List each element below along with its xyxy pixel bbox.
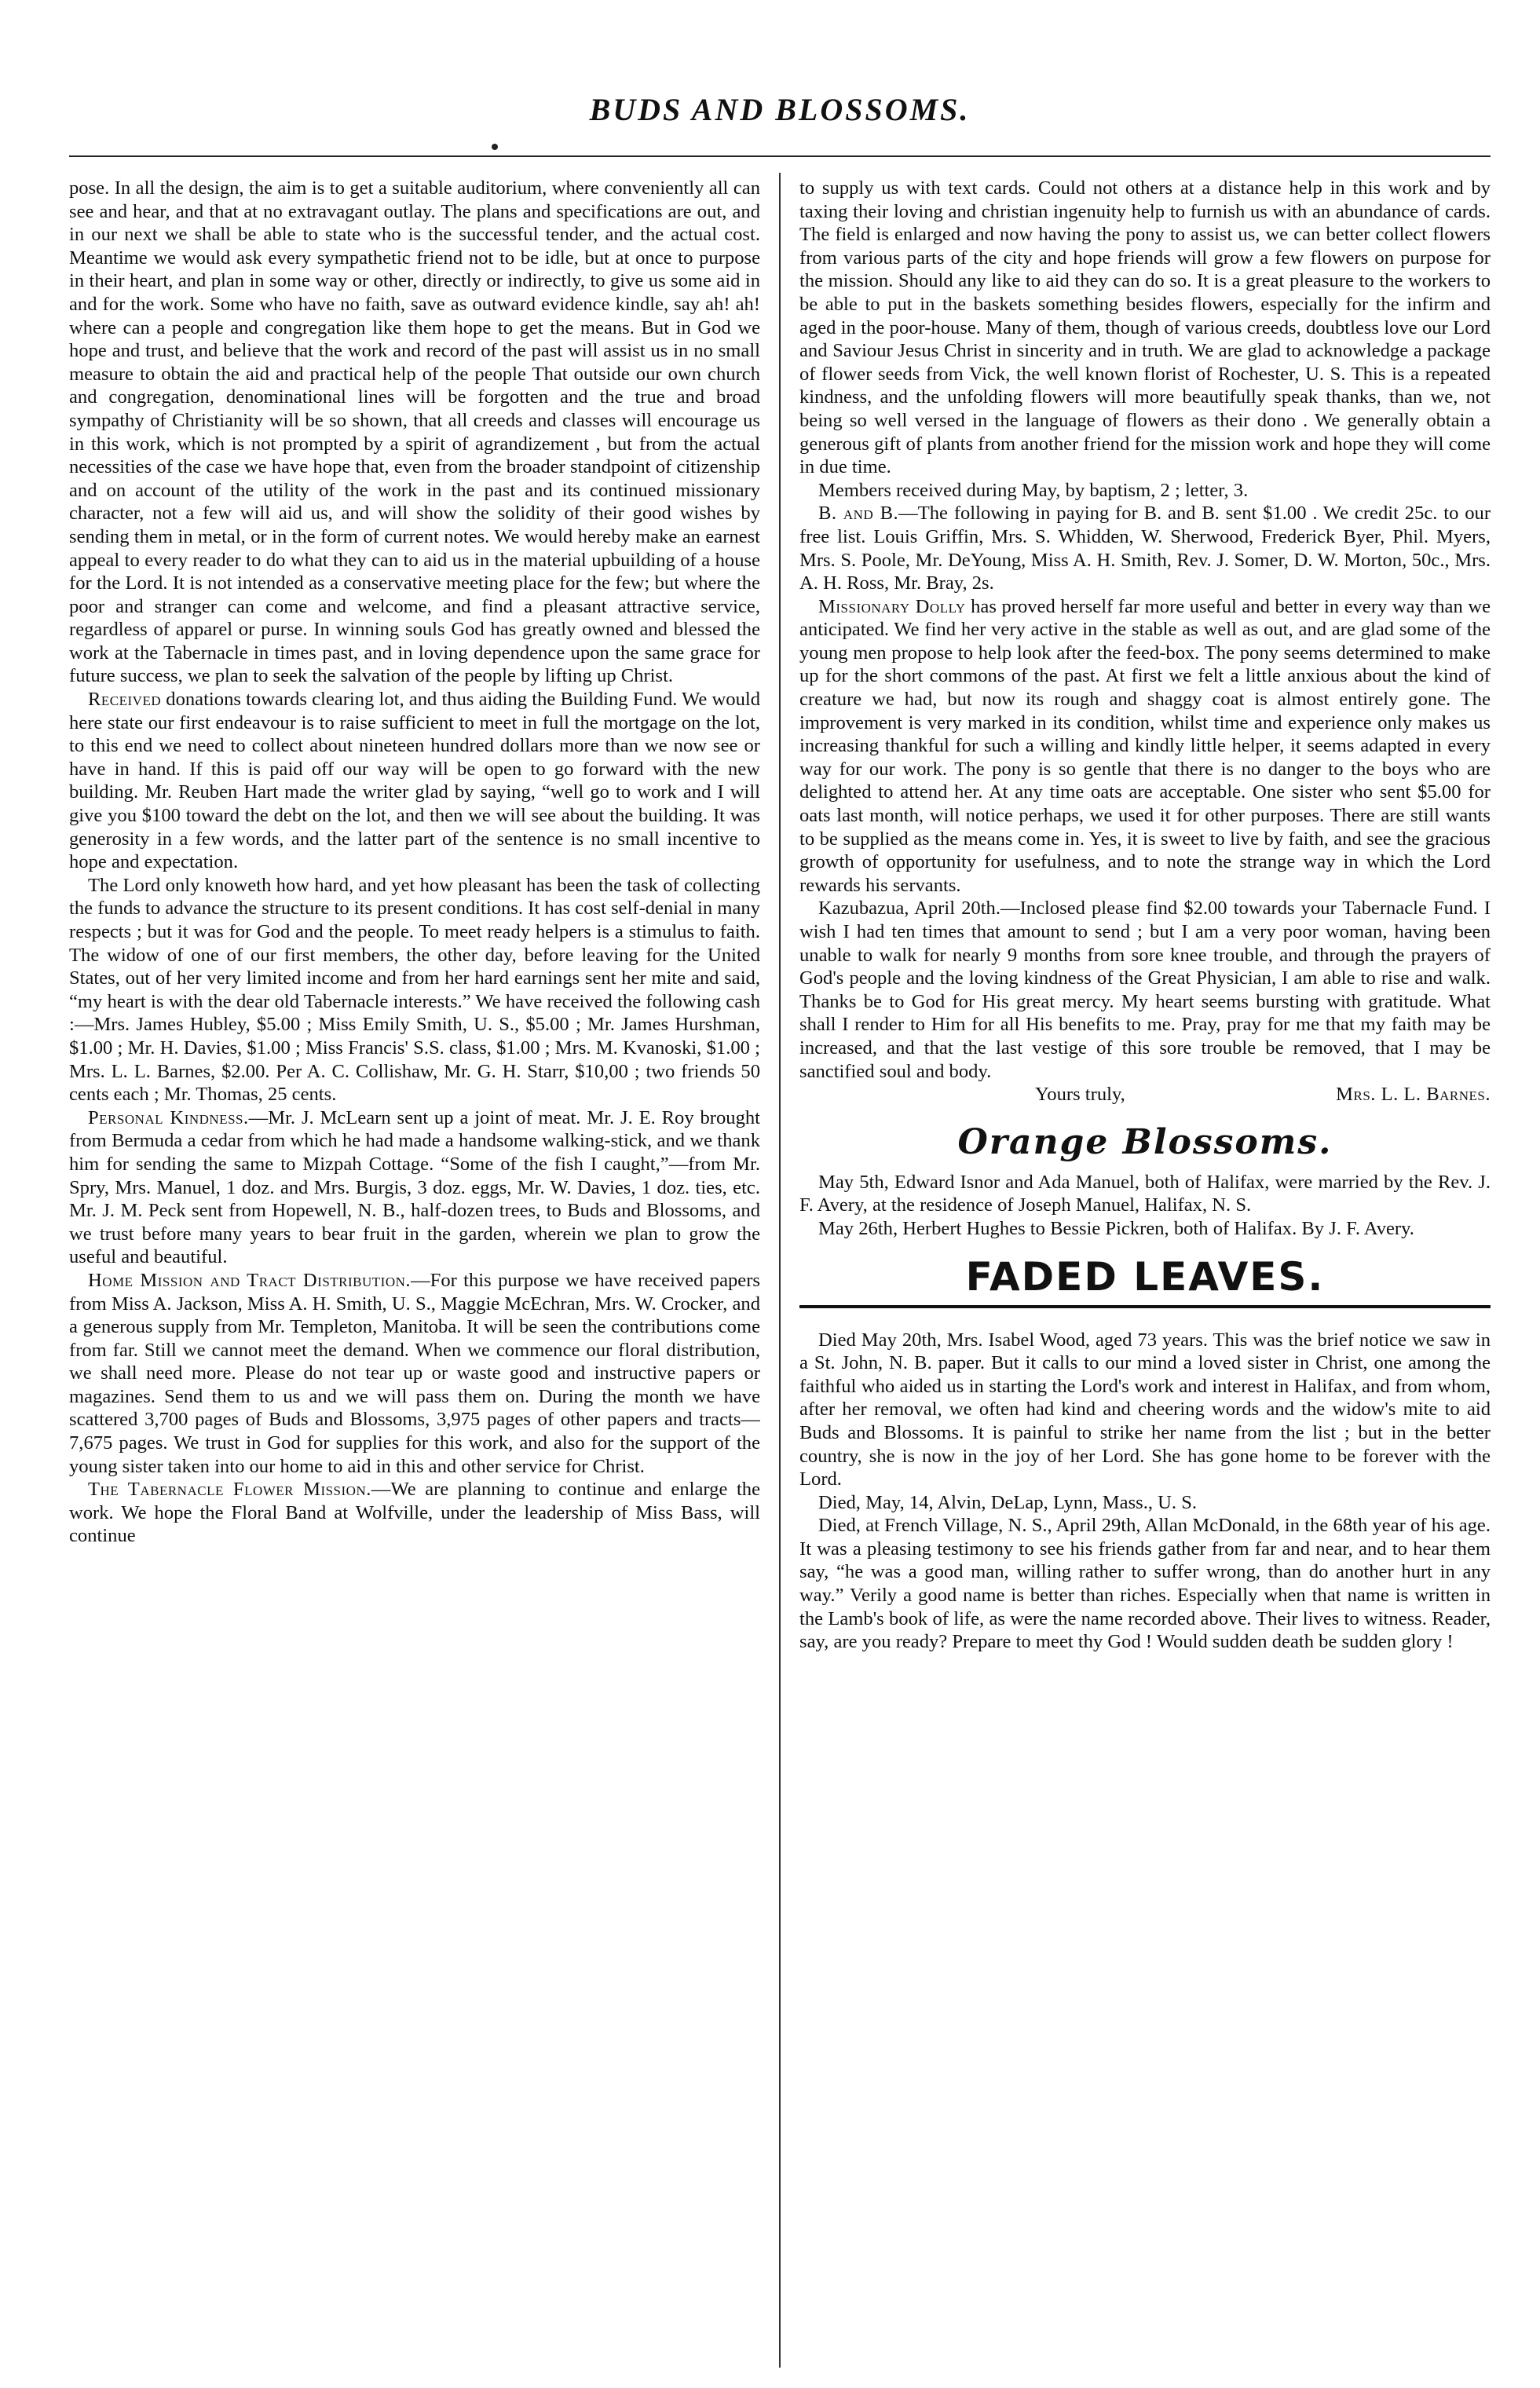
letter-closing: Yours truly, xyxy=(1035,1084,1125,1106)
left-column xyxy=(69,177,760,2368)
paragraph-body: donations towards clearing lot, and thus aiding the Building Fund. We would here state our first endeavour is to raise sufficient to meet in full the mortgage on the lot, to this end we need to collect about nineteen hundred dollars more than we now see or have in hand. If this is paid off our way will be open to go forward with the new building. Mr. Reuben Hart made the writer glad by saying, “well go to work and I will give you $100 toward the debt on the lot, and then we will see about the building. It was generosity in a few words, and the latter part of the sentence is no small incentive to hope and expectation. xyxy=(69,689,760,873)
article-paragraph: Members received during May, by baptism, 2 ; letter, 3. xyxy=(818,479,1249,501)
paragraph-body: has proved herself far more useful and better in every way than we anticipated. We find her very active in the stable as well as out, and are glad some of the young men propose to help look after the feed-box. The pony seems determined to make up for the short commons of the past. At first we felt a little anxious about the kind of creature we had, but now its rough and shaggy coat is almost entirely gone. The improvement is very marked in its condition, whilst time and experience only makes us increasing thankful for such a willing and kindly little helper, it seems adapted in every way for our work. The pony is so gentle that there is no danger to the boys who are delighted to attend her. At any time oats are acceptable. One sister who sent $5.00 for oats last month, will notice perhaps, we used it for other purposes. There are still wants to be supplied as the means come in. Yes, it is sweet to live by faith, and see the gracious growth of opportunity for usefulness, and to note the strange way in which the Lord rewards his servants. xyxy=(799,595,1491,896)
header-rule xyxy=(69,155,1491,157)
letter-signature-line xyxy=(799,1083,1491,1106)
article-paragraph xyxy=(69,688,760,874)
column-divider xyxy=(779,173,781,2368)
header-ornament-dot xyxy=(492,144,498,150)
article-paragraph: pose. In all the design, the aim is to get a suitable auditorium, where conveniently all can see and hear, and that at no extravagant outlay. The plans and specifications are out, and in our next we shall be able to state who is the successful tender, and the actual cost. Meantime we would ask every sympathetic friend not to be idle, but at once to purpose in their heart, and plan in some way or other, directly or indirectly, to give us some aid in and for the work. Some who have no faith, save as outward evidence kindle, say ah! ah! where can a people and congregation like them hope to get the means. But in God we hope and trust, and believe that the work and record of the past will assist us in no small measure to obtain the aid and practical help of the people That outside our own church and congregation, denominational lines will be forgotten and the true and broad sympathy of Christianity will be so shown, that all creeds and classes will encourage us in this work, which is not prompted by a spirit of agrandizement , but from the actual necessities of the case we have hope that, even from the broader standpoint of citizenship and on account of the utility of the work in the past and its continued missionary character, not a few will aid us, and will show the solidity of their good wishes by sending them in metal, or in the form of current notes. We would hereby make an earnest appeal to every reader to do what they can to aid us in the material upbuilding of a house for the Lord. It is not intended as a conservative meeting place for the few; but where the poor and stranger can come and welcome, and find a pleasant attractive service, regardless of apparel or purse. In winning souls God has greatly owned and blessed the work at the Tabernacle in times past, and in loving dependence upon the same grace for future success, we plan to seek the salvation of the people by lifting up Christ. xyxy=(69,177,760,687)
right-column xyxy=(799,177,1491,2368)
article-paragraph: to supply us with text cards. Could not others at a distance help in this work and by taxing their loving and christian ingenuity help to furnish us with an abundance of cards. The field is enlarged and now having the pony to assist us, we can better collect flowers from various parts of the city and hope friends will grow a few flowers on purpose for the mission. Should any like to aid they can do so. It is a great pleasure to the workers to be able to put in the baskets something besides flowers, especially for the infirm and aged in the poor-house. Many of them, though of various creeds, doubtless love our Lord and Saviour Jesus Christ in sincerity and in truth. We are glad to acknowledge a package of flower seeds from Vick, the well known florist of Rochester, U. S. This is a repeated kindness, and the unfolding flowers will more beautifully speak thanks, than we, not being so well versed in the language of flowers as their dono . We generally obtain a generous gift of plants from another friend for the mission work and hope they will come in due time. xyxy=(799,177,1491,478)
paragraph-lead: Home Mission and Tract Distribution. xyxy=(88,1269,412,1291)
obituary-notice: Died May 20th, Mrs. Isabel Wood, aged 73 years. This was the brief notice we saw in a St. John, N. B. paper. But it calls to our mind a loved sister in Christ, one among the faithful who aided us in starting the Lord's work and interest in Halifax, and from whom, after her removal, we often had kind and cheering words and the widow's mite to aid Buds and Blossoms. It is painful to strike her name from the list ; but in the better country, she is now in the joy of her Lord. She has gone home to be forever with the Lord. xyxy=(799,1329,1491,1490)
marriage-notice: May 26th, Herbert Hughes to Bessie Pickren, both of Halifax. By J. F. Avery. xyxy=(818,1217,1414,1239)
paragraph-body: —Mr. J. McLearn sent up a joint of meat. Mr. J. E. Roy brought from Bermuda a cedar from which he had made a handsome walking-stick, and we thank him for sending the same to Mizpah Cottage. “Some of the fish I caught,”—from Mr. Spry, Mrs. Manuel, 1 doz. and Mrs. Burgis, 3 doz. eggs, Mr. W. Davies, 1 doz. ties, etc. Mr. J. M. Peck sent from Hopewell, N. B., half-dozen trees, to Buds and Blossoms, and we trust before many years to bear fruit in the garden, wherein we plan to grow the useful and beautiful. xyxy=(69,1106,760,1268)
obituary-notice: Died, at French Village, N. S., April 29th, Allan McDonald, in the 68th year of his age. It was a pleasing testimony to see his friends gather from far and near, and to hear them say, “he was a good man, willing rather to suffer wrong, than do another hurt in any way.” Verily a good name is better than riches. Especially when that name is written in the Lamb's book of life, as were the name recorded above. Their lives to witness. Reader, say, are you ready? Prepare to meet thy God ! Would sudden death be sudden glory ! xyxy=(799,1515,1491,1653)
obituary-notice: Died, May, 14, Alvin, DeLap, Lynn, Mass., U. S. xyxy=(818,1491,1198,1513)
orange-blossoms-heading: Orange Blossoms. xyxy=(957,1121,1333,1162)
paragraph-body: —For this purpose we have received papers from Miss A. Jackson, Miss A. H. Smith, U. S., Maggie McEchran, Mrs. W. Crocker, and a generous supply from Mr. Templeton, Manitoba. It will be seen the contributions come from far. Still we cannot meet the demand. When we commence our floral distribution, we shall need more. Please do not tear up or waste good and instructive papers or magazines. Send them to us and we will pass them on. During the month we have scattered 3,700 pages of Buds and Blossoms, 3,975 pages of other papers and tracts—7,675 pages. We trust in God for supplies for this work, and also for the support of the young sister taken into our home to aid in this and other service for Christ. xyxy=(69,1269,760,1477)
faded-leaves-heading: FADED LEAVES. xyxy=(799,1253,1491,1308)
paragraph-body: —The following in paying for B. and B. sent $1.00 . We credit 25c. to our free list. Louis Griffin, Mrs. S. Whidden, W. Sherwood, Frederick Byer, Phil. Myers, Mrs. S. Poole, Mr. DeYoung, Miss A. H. Smith, Rev. J. Somer, D. W. Morton, 50c., Mrs. A. H. Ross, Mr. Bray, 2s. xyxy=(799,503,1491,594)
article-paragraph xyxy=(799,595,1491,898)
letter-signature: Mrs. L. L. Barnes. xyxy=(1336,1084,1491,1106)
paragraph-lead: Missionary Dolly xyxy=(818,595,966,617)
running-title: BUDS AND BLOSSOMS. xyxy=(589,92,971,127)
letter-paragraph: Kazubazua, April 20th.—Inclosed please find $2.00 towards your Tabernacle Fund. I wish I had ten times that amount to send ; but I am a very poor woman, having been unable to walk for nearly 9 months from sore knee trouble, and through the prayers of God's people and the loving kindness of the Great Physician, I am able to rise and walk. Thanks be to God for His great mercy. My heart seems bursting with gratitude. What shall I render to Him for all His benefits to me. Pray, pray for me that my faith may be increased, and that the last vestige of this sore trouble be removed, that I may be sanctified soul and body. xyxy=(799,898,1491,1082)
paragraph-lead: The Tabernacle Flower Mission. xyxy=(88,1479,371,1501)
paragraph-body: —We are planning to continue and enlarge the work. We hope the Floral Band at Wolfville, under the leadership of Miss Bass, will continue xyxy=(69,1479,760,1547)
article-paragraph xyxy=(69,1269,760,1478)
paragraph-lead: Received xyxy=(88,689,162,711)
newspaper-page xyxy=(69,79,1491,2372)
paragraph-lead: B. and B. xyxy=(818,503,899,525)
article-paragraph xyxy=(69,1106,760,1269)
article-paragraph: The Lord only knoweth how hard, and yet how pleasant has been the task of collecting the funds to advance the structure to its present conditions. It has cost self-denial in many respects ; but it was for God and the people. To meet ready helpers is a stimulus to faith. The widow of one of our first members, the other day, before leaving for the United States, out of her very limited income and from her hard earnings sent her mite and said, “my heart is with the dear old Tabernacle interests.” We have received the following cash :—Mrs. James Hubley, $5.00 ; Miss Emily Smith, U. S., $5.00 ; Mr. James Hurshman, $1.00 ; Mr. H. Davies, $1.00 ; Miss Francis' S.S. class, $1.00 ; Mrs. M. Kvanoski, $1.00 ; Mrs. L. L. Barnes, $2.00. Per A. C. Collishaw, Mr. G. H. Starr, $10,00 ; two friends 50 cents each ; Mr. Thomas, 25 cents. xyxy=(69,874,760,1106)
article-paragraph xyxy=(69,1478,760,1548)
marriage-notice: May 5th, Edward Isnor and Ada Manuel, both of Halifax, were married by the Rev. J. F. Avery, at the residence of Joseph Manuel, Halifax, N. S. xyxy=(799,1171,1491,1216)
article-paragraph xyxy=(799,502,1491,594)
paragraph-lead: Personal Kindness. xyxy=(88,1106,249,1128)
